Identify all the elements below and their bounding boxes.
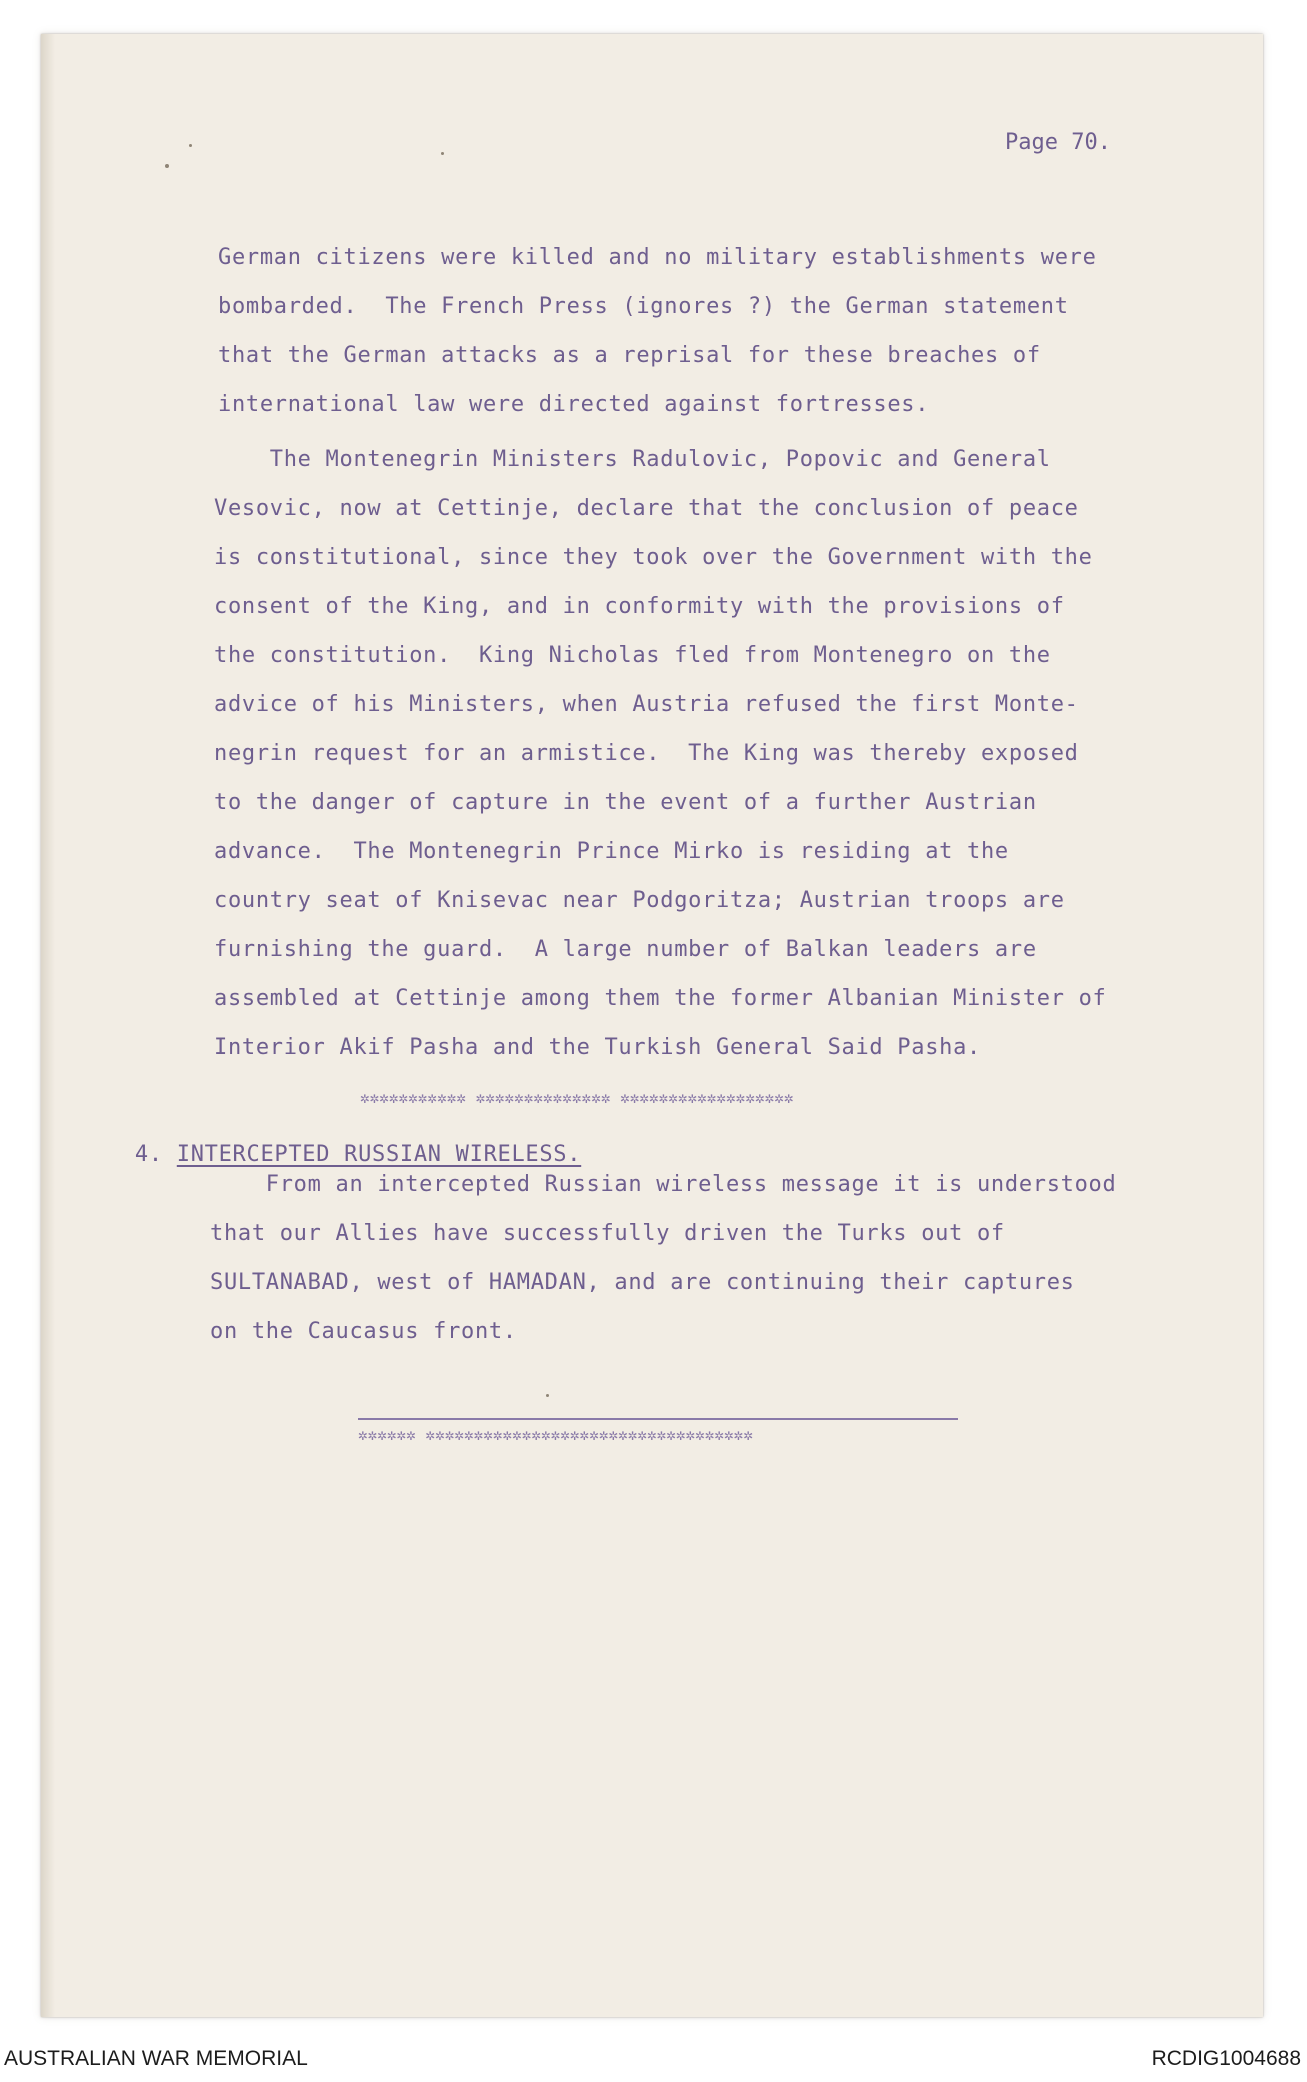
paragraph-3-line: From an intercepted Russian wireless message it is understood [210, 1172, 1117, 1197]
paragraph-2-line: Interior Akif Pasha and the Turkish General Said Pasha. [214, 1035, 981, 1060]
paragraph-2-line: The Montenegrin Ministers Radulovic, Popovic and General [214, 447, 1051, 472]
paragraph-2-line: advice of his Ministers, when Austria refused the first Monte- [214, 692, 1079, 717]
document-sheet [41, 34, 1263, 2017]
paragraph-3-line: on the Caucasus front. [210, 1319, 517, 1344]
section-heading [107, 1117, 581, 1167]
paragraph-1-line: that the German attacks as a reprisal for these breaches of [218, 343, 1041, 368]
paragraph-1-line: bombarded. The French Press (ignores ?) the German statement [218, 294, 1069, 319]
paragraph-2-line: the constitution. King Nicholas fled from Montenegro on the [214, 643, 1051, 668]
paragraph-1-line: German citizens were killed and no military establishments were [218, 245, 1097, 270]
footer-credit: AUSTRALIAN WAR MEMORIAL [4, 2047, 308, 2070]
paper-speck [546, 1394, 549, 1397]
paragraph-2-line: country seat of Knisevac near Podgoritza; Austrian troops are [214, 888, 1065, 913]
paragraph-1-line: international law were directed against fortresses. [218, 392, 930, 417]
paragraph-2-line: is constitutional, since they took over the Government with the [214, 545, 1093, 570]
asterisk-separator: ✲✲✲✲✲✲✲✲✲✲✲ ✲✲✲✲✲✲✲✲✲✲✲✲✲✲ ✲✲✲✲✲✲✲✲✲✲✲✲✲✲✲✲✲✲ [360, 1088, 794, 1107]
section-title: INTERCEPTED RUSSIAN WIRELESS. [176, 1142, 582, 1167]
closing-asterisk-separator: ✲✲✲✲✲✲ ✲✲✲✲✲✲✲✲✲✲✲✲✲✲✲✲✲✲✲✲✲✲✲✲✲✲✲✲✲✲✲✲✲✲ [358, 1425, 753, 1444]
paragraph-2-line: furnishing the guard. A large number of Balkan leaders are [214, 937, 1037, 962]
paragraph-2-line: advance. The Montenegrin Prince Mirko is residing at the [214, 839, 1009, 864]
paragraph-3-line: SULTANABAD, west of HAMADAN, and are continuing their captures [210, 1270, 1075, 1295]
paragraph-2-line: negrin request for an armistice. The King was thereby exposed [214, 741, 1079, 766]
paragraph-2-line: assembled at Cettinje among them the former Albanian Minister of [214, 986, 1107, 1011]
paragraph-2-line: Vesovic, now at Cettinje, declare that the conclusion of peace [214, 496, 1079, 521]
paragraph-2-line: to the danger of capture in the event of a further Austrian [214, 790, 1037, 815]
paragraph-2-line: consent of the King, and in conformity with the provisions of [214, 594, 1065, 619]
footer-reference-id: RCDIG1004688 [1151, 2047, 1301, 2070]
section-number: 4. [134, 1142, 163, 1167]
paper-speck [441, 152, 444, 155]
paper-speck [189, 144, 192, 147]
closing-rule [358, 1418, 958, 1420]
paper-speck [165, 164, 169, 168]
paragraph-3-line: that our Allies have successfully driven the Turks out of [210, 1221, 1005, 1246]
page-number: Page 70. [1005, 130, 1111, 155]
